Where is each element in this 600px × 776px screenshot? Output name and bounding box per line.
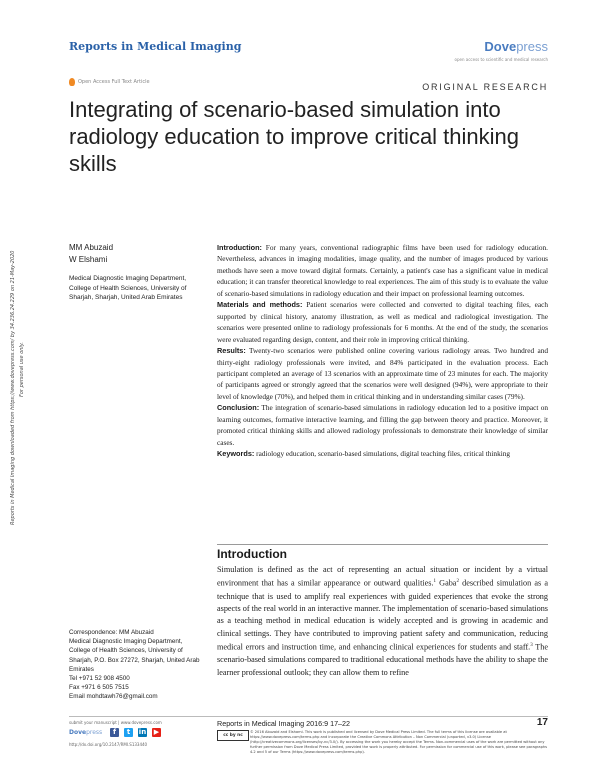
open-access-text: Open Access Full Text Article (78, 79, 150, 85)
journal-title[interactable]: Reports in Medical Imaging (69, 40, 242, 53)
introduction-body: Simulation is defined as the act of representing an actual situation or incident by a virtual environment that has a similar appearance or outward qualities.$^1$ Gaba$^2$ described simulation as a technique that is used to amplify real experiences with guided experiences that evoke the strong aspects of the real world in an interactive manner. The implementation of scenario-based simulations as a teaching method in medical education is widely accepted and is growing in academic and clinical settings. They have contributed to improving patient safety and communication, reducing medical errors and instruction time, and enhancing clinical experiences for students and staff.$^3$ The scenario-based simulations compared to traditional educational methods have the ability to shape the learner professional outlook; they can allow them to refine (217, 565, 548, 677)
license-text: © 2016 Abuzaid and Elshami. This work is published and licensed by Dove Medical Press Limited. The full terms of this license are available at https://www.dovepress.com/terms.php and incorporate the Creative Commons Attribution – Non Commercial (unported, v3.0) License (http://creativecommons.org/licenses/by-nc/3.0/). By accessing the work you hereby accept the Terms. Non-commercial uses of the work are permitted without any further permission from Dove Medical Press Limited, provided the work is properly attributed. For permission for commercial use of this work, please see paragraphs 4.2 and 5 of our Terms (https://www.dovepress.com/terms.php). (250, 730, 548, 754)
submit-manuscript-link[interactable]: submit your manuscript | www.dovepress.com (69, 720, 162, 725)
author-name: MM Abuzaid (69, 243, 114, 252)
publisher-tagline: open access to scientific and medical research (454, 57, 548, 62)
correspondence-block (69, 628, 204, 702)
cc-license-badge[interactable]: cc by nc (217, 730, 249, 741)
youtube-icon[interactable]: ▶ (153, 728, 160, 736)
open-access-label (69, 78, 150, 86)
introduction-heading: Introduction (217, 547, 287, 561)
abstract-methods: Materials and methods: Patient scenarios were collected and converted to digital teaching files, each supported by clinical history, anatomy illustration, as well as medical and radiological investigation. The scenarios were presented online to radiology professionals for 6 months. At the end of the study, the scenarios were evaluated regarding design, content, and their role in improving critical thinking. (217, 300, 549, 344)
facebook-icon[interactable]: f (110, 728, 119, 737)
abstract-label: Conclusion: (217, 403, 260, 413)
abstract-introduction: Introduction: For many years, conventional radiographic films have been used for radiology education. Nevertheless, advances in imaging modalities, image quality, and the number of images produced by various methods have seen a move toward digital formats. Certainly, a patient's case has a significant value in medical education; it can transfer theoretical knowledge to real experiences. The aim of this study is to evaluate the value of scenario-based simulations in radiology education and their impact on professional learning outcomes. (217, 243, 548, 298)
download-watermark: Reports in Medical Imaging downloaded from https://www.dovepress.com/ by 34.236.24.229 on 21-May-2020 (10, 250, 16, 525)
page-number: 17 (536, 717, 548, 728)
personal-use-note: For personal use only. (19, 342, 25, 397)
linkedin-icon[interactable]: in (138, 728, 147, 736)
correspondence-label: Correspondence: MM Abuzaid (69, 629, 154, 636)
publisher-logo-main: Dove (484, 39, 517, 54)
footer-divider (69, 716, 548, 717)
abstract-label: Keywords: (217, 449, 255, 459)
abstract-keywords: Keywords: radiology education, scenario-based simulations, digital teaching files, critical thinking (217, 449, 511, 459)
correspondence-tel: Tel +971 52 908 4500 (69, 675, 130, 683)
author-affiliation: Medical Diagnostic Imaging Department, College of Health Sciences, University of Sharjah, Sharjah, United Arab Emirates (69, 275, 187, 301)
abstract-label: Materials and methods: (217, 300, 303, 310)
correspondence-email[interactable]: Email mohdtawh76@gmail.com (69, 693, 158, 701)
reference-link[interactable]: 1 (433, 579, 436, 585)
abstract-results: Results: Twenty-two scenarios were published online covering various radiology areas. Two hundred and thirty-eight radiology professionals were invited, and 84% participated in the evaluation process. Each participant completed an average of 13 scenarios with an approximate time of 23 minutes for each. The majority of participants agreed or strongly agreed that the scenarios were well designed (94%), were appropriate to their level of knowledge (70%), and helped them in critical thinking and in understanding similar cases (79%). (217, 346, 548, 401)
doi-link[interactable]: http://dx.doi.org/10.2147/RMI.S133440 (69, 742, 148, 747)
article-type: ORIGINAL RESEARCH (422, 82, 548, 92)
reference-link[interactable]: 2 (456, 579, 459, 585)
footer-publisher-logo[interactable]: Dovepress (69, 729, 103, 736)
publisher-logo-press: press (516, 39, 548, 54)
article-title: Integrating of scenario-based simulation into radiology education to improve critical thinking skills (69, 97, 520, 176)
author-name: W Elshami (69, 255, 108, 264)
open-access-lock-icon (69, 78, 75, 86)
correspondence-fax: Fax +971 6 505 7515 (69, 684, 129, 692)
abstract-label: Introduction: (217, 243, 262, 252)
abstract-label: Results: (217, 346, 246, 356)
social-links (110, 728, 161, 737)
section-divider (217, 544, 548, 545)
twitter-icon[interactable]: t (124, 728, 133, 737)
reference-link[interactable]: 3 (530, 643, 533, 649)
footer-citation: Reports in Medical Imaging 2016:9 17–22 (217, 719, 351, 728)
abstract (217, 242, 548, 460)
publisher-logo[interactable] (484, 39, 548, 54)
correspondence-address: Medical Diagnostic Imaging Department, College of Health Sciences, University of Sharjah, P.O. Box 27272, Sharjah, United Arab Emirates (69, 638, 200, 673)
abstract-conclusion: Conclusion: The integration of scenario-based simulations in radiology education led to a positive impact on learning outcomes, formative interactive learning, and filling the gap between theory and practice. Moreover, it promoted critical thinking skills and allowed radiology professionals to demonstrate their knowledge of similar cases. (217, 403, 548, 447)
author-list (69, 242, 113, 266)
